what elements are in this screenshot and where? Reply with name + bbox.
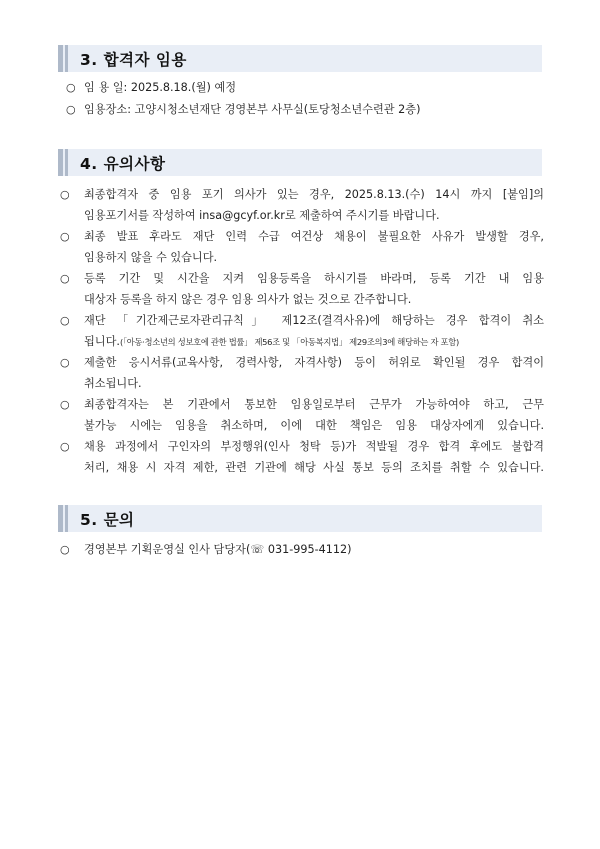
list-item	[60, 311, 544, 353]
list-item	[60, 185, 544, 227]
item-text: 취소됩니다.	[84, 376, 142, 390]
item-text: 대상자 등록을 하지 않은 경우 임용 의사가 없는 것으로 간주합니다.	[84, 292, 412, 306]
bullet-icon: ○	[60, 230, 70, 243]
item-text: 임 용 일: 2025.8.18.(월) 예정	[84, 81, 237, 94]
section-title: 3. 합격자 임용	[80, 51, 187, 69]
item-text: 최종합격자는 본 기관에서 통보한 임용일로부터 근무가 가능하여야 하고, 근무	[84, 398, 544, 411]
bullet-icon: ○	[66, 81, 76, 94]
heading-accent-bar	[58, 45, 63, 72]
item-text: 최종합격자 중 임용 포기 의사가 있는 경우, 2025.8.13.(수) 14시 까지 [붙임]의	[84, 188, 544, 201]
section-title: 4. 유의사항	[80, 155, 166, 173]
bullet-icon: ○	[60, 272, 70, 285]
heading-accent-bar	[65, 45, 68, 72]
contact-text: 경영본부 기획운영실 인사 담당자(☏ 031-995-4112)	[84, 543, 352, 556]
bullet-icon: ○	[66, 103, 76, 116]
list-item	[60, 269, 544, 311]
item-text: 임용포기서를 작성하여 insa@gcyf.or.kr로 제출하여 주시기를 바랍니다.	[84, 208, 440, 222]
section-heading-contact	[58, 505, 542, 532]
bullet-icon: ○	[60, 398, 70, 411]
heading-accent-bar	[58, 505, 63, 532]
item-text: 임용장소: 고양시청소년재단 경영본부 사무실(토당청소년수련관 2층)	[84, 103, 421, 116]
bullet-icon: ○	[60, 440, 70, 453]
heading-accent-bar	[65, 505, 68, 532]
heading-accent-bar	[58, 149, 63, 176]
section-heading-notes	[58, 149, 542, 176]
item-text: 등록 기간 및 시간을 지켜 임용등록을 하시기를 바라며, 등록 기간 내 임용	[84, 272, 544, 285]
list-item	[60, 540, 544, 561]
bullet-icon: ○	[60, 356, 70, 369]
heading-accent-bar	[65, 149, 68, 176]
item-text: 임용하지 않을 수 있습니다.	[84, 250, 218, 264]
item-text-wrap	[60, 332, 544, 353]
item-text: 재단 「기간제근로자관리규칙」 제12조(결격사유)에 해당하는 경우 합격이 취소	[84, 314, 544, 327]
list-item	[66, 78, 550, 99]
list-item	[60, 395, 544, 437]
bullet-icon: ○	[60, 314, 70, 327]
list-item	[66, 100, 550, 121]
bullet-icon: ○	[60, 543, 70, 556]
item-text: 됩니다.	[84, 334, 120, 348]
item-text: 제출한 응시서류(교육사항, 경력사항, 자격사항) 등이 허위로 확인될 경우 합격이	[84, 356, 544, 369]
list-item	[60, 437, 544, 479]
item-text: 채용 과정에서 구인자의 부정행위(인사 청탁 등)가 적발될 경우 합격 후에도 불합격	[84, 440, 544, 453]
item-text: 최종 발표 후라도 재단 인력 수급 여건상 채용이 불필요한 사유가 발생할 경우,	[84, 230, 544, 243]
item-text: 처리, 채용 시 자격 제한, 관련 기관에 해당 사실 통보 등의 조치를 취할 수 있습니다.	[84, 460, 544, 474]
section-title: 5. 문의	[80, 511, 135, 529]
item-text: 불가능 시에는 임용을 취소하며, 이에 대한 책임은 임용 대상자에게 있습니다.	[84, 418, 544, 432]
bullet-icon: ○	[60, 188, 70, 201]
legal-note: (「아동·청소년의 성보호에 관한 법률」 제56조 및 「아동복지법」 제29조의3에 해당하는 자 포함)	[119, 336, 459, 347]
section-heading-appointment	[58, 45, 542, 72]
list-item	[60, 227, 544, 269]
list-item	[60, 353, 544, 395]
